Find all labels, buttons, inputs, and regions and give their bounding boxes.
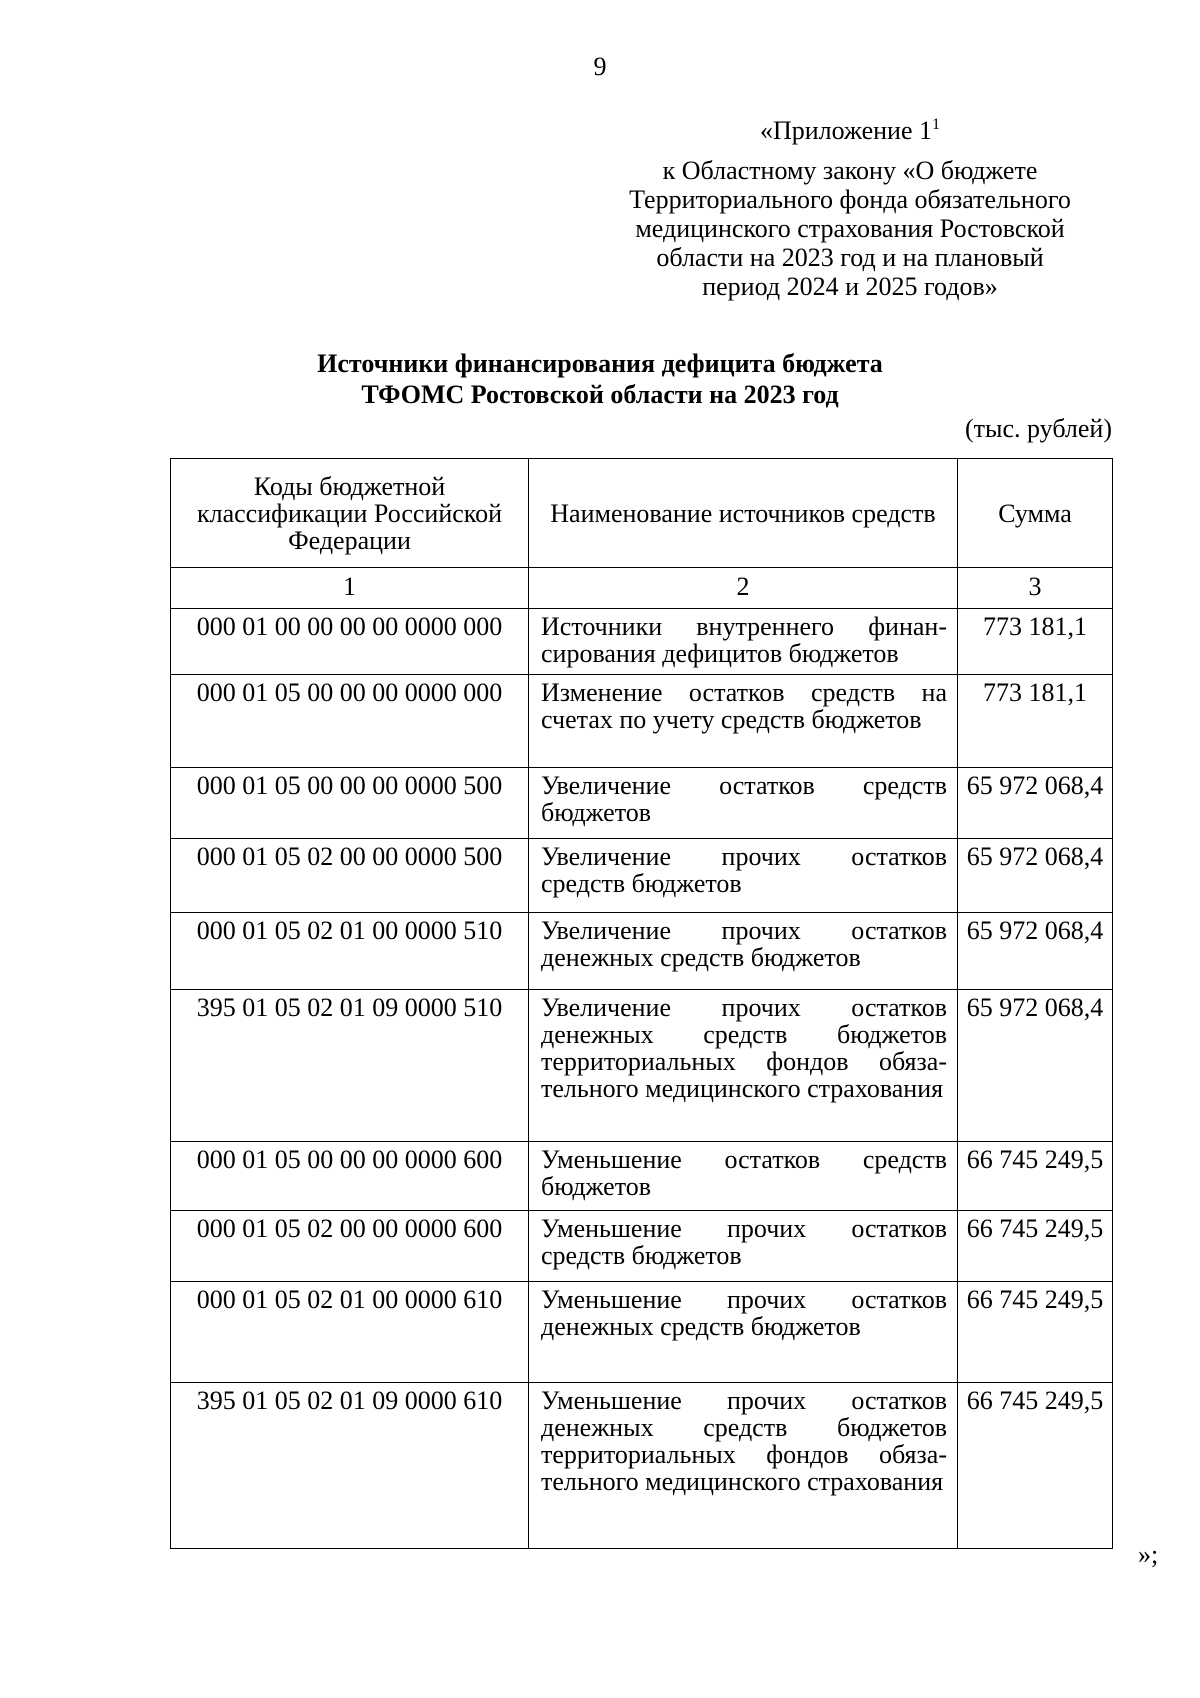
appendix-line: период 2024 и 2025 годов» [702,272,998,301]
row-code: 000 01 00 00 00 00 0000 000 [171,609,529,675]
row-name: Источники внутреннего финансирования дефицитов бюджетов [529,609,958,675]
table-row [171,768,1113,839]
appendix-line: к Областному закону «О бюджете [662,156,1038,185]
document-title-line-1: Источники финансирования дефицита бюджета [317,349,883,378]
row-name: Изменение остатков средств на счетах по учету средств бюджетов [529,675,958,768]
table-row [171,1282,1113,1383]
row-code: 395 01 05 02 01 09 0000 510 [171,990,529,1142]
table-row [171,1211,1113,1282]
appendix-title-text: «Приложение 1 [759,116,933,145]
row-sum: 66 745 249,5 [958,1142,1113,1211]
header-source-name: Наименование источников средств [529,459,958,568]
table-row [171,1383,1113,1549]
appendix-title [590,116,1110,145]
row-name: Уменьшение остатков средств бюджетов [529,1142,958,1211]
appendix-line: медицинского страхования Ростовской [635,214,1065,243]
column-number: 2 [529,568,958,609]
table-row [171,990,1113,1142]
table-header-row [171,459,1113,568]
column-number-row [171,568,1113,609]
appendix-header [590,116,1110,301]
row-name: Уменьшение прочих остатков средств бюджетов [529,1211,958,1282]
table-row [171,839,1113,913]
document-title-line-2: ТФОМС Ростовской области на 2023 год [361,380,839,409]
page-number: 9 [593,52,607,81]
row-sum: 66 745 249,5 [958,1282,1113,1383]
row-code: 000 01 05 00 00 00 0000 500 [171,768,529,839]
closing-quote: »; [1138,1540,1159,1569]
appendix-line: Территориального фонда обязательного [629,185,1071,214]
row-sum: 65 972 068,4 [958,839,1113,913]
row-sum: 65 972 068,4 [958,990,1113,1142]
column-number: 3 [958,568,1113,609]
header-codes: Коды бюджетной классификации Российской Федерации [171,459,529,568]
document-title [0,348,1200,410]
row-name: Увеличение остатков средств бюджетов [529,768,958,839]
row-name: Уменьшение прочих остатков денежных средств бюджетов территориальных фондов обязательного медицинского страхования [529,1383,958,1549]
row-code: 000 01 05 00 00 00 0000 600 [171,1142,529,1211]
row-code: 000 01 05 02 00 00 0000 600 [171,1211,529,1282]
row-sum: 65 972 068,4 [958,913,1113,990]
row-code: 395 01 05 02 01 09 0000 610 [171,1383,529,1549]
row-sum: 66 745 249,5 [958,1383,1113,1549]
table-row [171,609,1113,675]
table-row [171,1142,1113,1211]
row-sum: 773 181,1 [958,609,1113,675]
row-name: Увеличение прочих остатков средств бюджетов [529,839,958,913]
column-number: 1 [171,568,529,609]
row-code: 000 01 05 02 01 00 0000 610 [171,1282,529,1383]
header-sum: Сумма [958,459,1113,568]
row-code: 000 01 05 02 00 00 0000 500 [171,839,529,913]
row-name: Уменьшение прочих остатков денежных средств бюджетов [529,1282,958,1383]
units-label: (тыс. рублей) [964,414,1112,443]
row-name: Увеличение прочих остатков денежных средств бюджетов территориальных фондов обязательного медицинского страхования [529,990,958,1142]
table-row [171,913,1113,990]
table-row [171,675,1113,768]
row-code: 000 01 05 02 01 00 0000 510 [171,913,529,990]
row-name: Увеличение прочих остатков денежных средств бюджетов [529,913,958,990]
appendix-title-superscript: 1 [932,116,941,133]
row-sum: 66 745 249,5 [958,1211,1113,1282]
row-sum: 773 181,1 [958,675,1113,768]
financing-sources-table [170,458,1113,1549]
row-sum: 65 972 068,4 [958,768,1113,839]
appendix-line: области на 2023 год и на плановый [656,243,1044,272]
row-code: 000 01 05 00 00 00 0000 000 [171,675,529,768]
